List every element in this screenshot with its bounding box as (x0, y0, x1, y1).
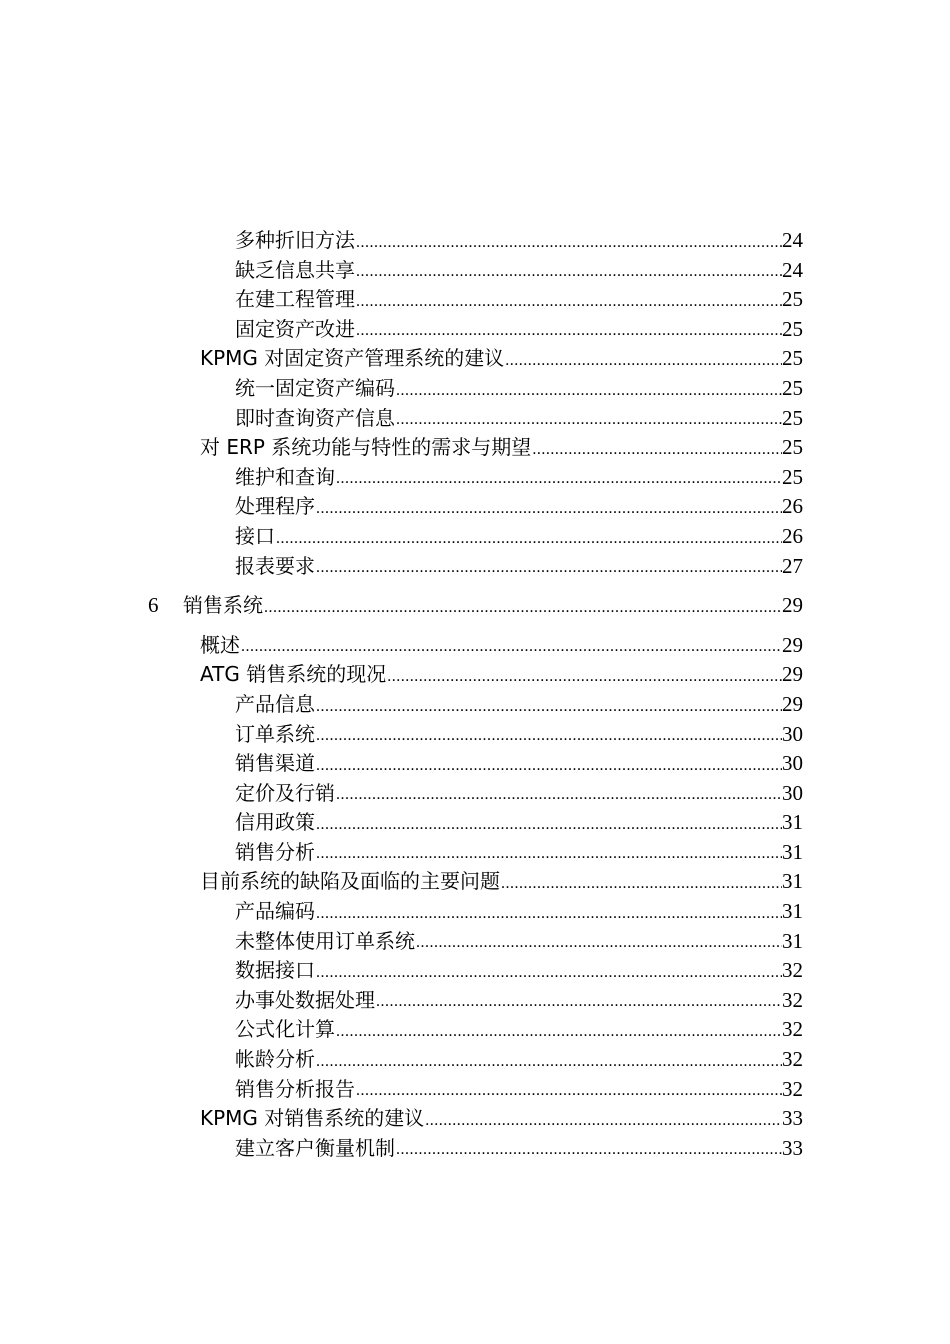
toc-entry-title: 数据接口 (235, 958, 315, 983)
toc-dot-leader (531, 437, 782, 463)
toc-entry-title: 产品信息 (235, 691, 315, 716)
toc-entry-title: 统一固定资产编码 (235, 375, 395, 400)
toc-entry-page: 25 (782, 316, 803, 341)
toc-entry-page: 24 (782, 257, 803, 282)
toc-dot-leader (315, 723, 782, 749)
toc-entry-page: 25 (782, 287, 803, 312)
toc-entry-title: 建立客户衡量机制 (235, 1135, 395, 1160)
toc-entry-title: 公式化计算 (235, 1017, 335, 1042)
toc-dot-leader (315, 753, 782, 779)
toc-dot-leader (395, 1137, 782, 1163)
toc-entry-page: 33 (782, 1106, 803, 1131)
toc-entry[interactable] (0, 463, 803, 493)
toc-dot-leader (424, 1108, 782, 1134)
toc-dot-leader (315, 496, 782, 522)
toc-entry-page: 30 (782, 721, 803, 746)
toc-entry-page: 24 (782, 228, 803, 252)
toc-entry-page: 25 (782, 375, 803, 400)
toc-dot-leader (355, 318, 782, 344)
table-of-contents (0, 226, 950, 1163)
toc-entry[interactable] (0, 749, 803, 779)
toc-entry[interactable] (0, 315, 803, 345)
toc-entry-title: 处理程序 (235, 494, 315, 519)
toc-dot-leader (315, 901, 782, 927)
toc-entry[interactable] (0, 492, 803, 522)
toc-dot-leader (335, 782, 782, 808)
toc-dot-leader (275, 526, 782, 552)
toc-entry-page: 31 (782, 810, 803, 835)
toc-entry-title: KPMG 对固定资产管理系统的建议 (200, 346, 505, 371)
toc-entry-page: 29 (782, 691, 803, 716)
toc-entry[interactable] (0, 1104, 803, 1134)
toc-entry[interactable] (0, 660, 803, 690)
toc-entry-page: 25 (782, 346, 803, 371)
toc-entry-page: 30 (782, 780, 803, 805)
toc-entry-title: 办事处数据处理 (235, 987, 375, 1012)
toc-dot-leader (315, 694, 782, 720)
toc-entry[interactable] (0, 591, 803, 621)
toc-entry-page: 30 (782, 751, 803, 776)
toc-entry[interactable] (0, 867, 803, 897)
toc-entry-title: 固定资产改进 (235, 316, 355, 341)
toc-entry[interactable] (0, 522, 803, 552)
toc-entry-title: 销售系统 (183, 593, 263, 618)
toc-entry[interactable] (0, 1015, 803, 1045)
toc-dot-leader (395, 407, 782, 433)
toc-entry-title: 帐龄分析 (235, 1047, 315, 1072)
toc-entry-page: 32 (782, 1017, 803, 1042)
toc-entry[interactable] (0, 838, 803, 868)
toc-entry[interactable] (0, 285, 803, 315)
toc-entry-title: 在建工程管理 (235, 287, 355, 312)
toc-entry-page: 26 (782, 494, 803, 519)
toc-dot-leader (355, 259, 782, 285)
toc-entry-title: 销售分析报告 (235, 1076, 355, 1101)
toc-entry[interactable] (0, 552, 803, 582)
toc-entry-page: 32 (782, 987, 803, 1012)
toc-dot-leader (355, 1078, 782, 1104)
toc-dot-leader (500, 871, 782, 897)
toc-dot-leader (386, 664, 782, 690)
toc-entry-page: 31 (782, 928, 803, 953)
toc-entry-page: 25 (782, 405, 803, 430)
toc-entry-page: 32 (782, 1047, 803, 1072)
toc-entry-page: 25 (782, 435, 803, 460)
toc-entry-title: KPMG 对销售系统的建议 (200, 1106, 425, 1131)
toc-entry-title: 维护和查询 (235, 464, 335, 489)
toc-entry-title: 即时查询资产信息 (235, 405, 395, 430)
toc-entry[interactable] (0, 256, 803, 286)
toc-entry-page: 29 (782, 632, 803, 657)
toc-entry-title: 缺乏信息共享 (235, 257, 355, 282)
toc-dot-leader (335, 466, 782, 492)
toc-dot-leader (375, 989, 782, 1015)
toc-entry[interactable] (0, 1045, 803, 1075)
toc-entry-title: 多种折旧方法 (235, 228, 355, 252)
toc-entry-title: 销售分析 (235, 839, 315, 864)
toc-dot-leader (315, 1049, 782, 1075)
toc-entry-number: 6 (148, 593, 159, 618)
toc-dot-leader (335, 1019, 782, 1045)
toc-entry-page: 31 (782, 839, 803, 864)
toc-entry[interactable] (0, 433, 803, 463)
toc-entry-page: 29 (782, 593, 803, 618)
toc-entry-page: 31 (782, 899, 803, 924)
toc-entry-title: 信用政策 (235, 810, 315, 835)
toc-dot-leader (355, 230, 782, 256)
toc-entry-title: 目前系统的缺陷及面临的主要问题 (200, 869, 500, 894)
toc-entry-title: 报表要求 (235, 553, 315, 578)
toc-entry-page: 29 (782, 662, 803, 687)
toc-entry-title: 未整体使用订单系统 (235, 928, 415, 953)
toc-entry-title: 定价及行销 (235, 780, 335, 805)
toc-entry[interactable] (0, 404, 803, 434)
toc-dot-leader (263, 595, 782, 621)
toc-entry-page: 25 (782, 464, 803, 489)
toc-dot-leader (315, 841, 782, 867)
toc-entry-title: 产品编码 (235, 899, 315, 924)
toc-dot-leader (395, 378, 782, 404)
toc-dot-leader (240, 634, 782, 660)
toc-dot-leader (315, 960, 782, 986)
toc-entry-page: 33 (782, 1135, 803, 1160)
toc-entry[interactable] (0, 927, 803, 957)
toc-entry-title: 销售渠道 (235, 751, 315, 776)
toc-entry[interactable] (0, 1134, 803, 1164)
toc-dot-leader (415, 930, 782, 956)
toc-dot-leader (355, 289, 782, 315)
toc-dot-leader (315, 555, 782, 581)
toc-entry-page: 32 (782, 958, 803, 983)
toc-entry-page: 27 (782, 553, 803, 578)
toc-entry[interactable] (0, 631, 803, 661)
toc-dot-leader (504, 348, 782, 374)
toc-entry[interactable] (0, 1075, 803, 1105)
toc-entry-page: 26 (782, 523, 803, 548)
toc-entry[interactable] (0, 808, 803, 838)
toc-dot-leader (315, 812, 782, 838)
toc-entry[interactable] (0, 986, 803, 1016)
toc-entry[interactable] (0, 956, 803, 986)
toc-entry[interactable] (0, 344, 803, 374)
toc-entry-title: 对 ERP 系统功能与特性的需求与期望 (200, 435, 532, 460)
toc-entry-page: 31 (782, 869, 803, 894)
toc-entry-page: 32 (782, 1076, 803, 1101)
toc-entry-title: 概述 (200, 632, 240, 657)
toc-entry[interactable] (0, 690, 803, 720)
toc-entry-title: ATG 销售系统的现况 (200, 662, 387, 687)
toc-entry[interactable] (0, 779, 803, 809)
toc-entry[interactable] (0, 374, 803, 404)
toc-entry[interactable] (0, 226, 803, 256)
toc-entry-title: 订单系统 (235, 721, 315, 746)
toc-entry[interactable] (0, 897, 803, 927)
toc-entry[interactable] (0, 720, 803, 750)
toc-entry-title: 接口 (235, 523, 275, 548)
